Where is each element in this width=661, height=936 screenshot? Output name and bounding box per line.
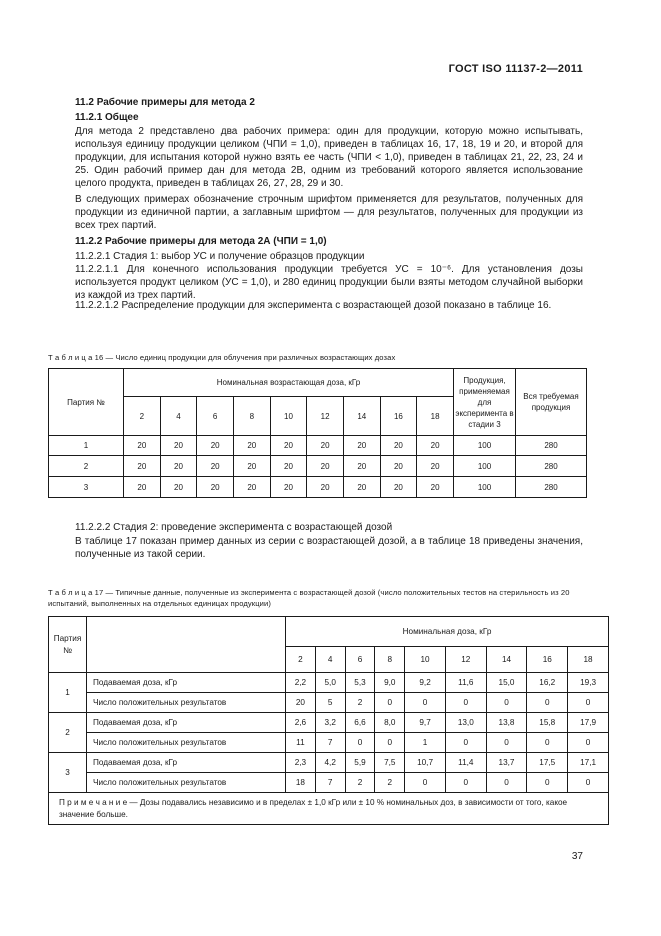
t16-cell: 20 — [270, 477, 307, 498]
t17-batch: 1 — [49, 673, 87, 713]
t16-stage3: 100 — [454, 436, 516, 456]
t17-dose: 4 — [315, 647, 345, 673]
t16-header-total: Вся требуемая продукция — [516, 369, 587, 436]
t17-cell: 0 — [445, 693, 486, 713]
t17-header-batch: Партия № — [49, 617, 87, 673]
t17-cell: 5,9 — [345, 753, 375, 773]
table-row — [49, 477, 587, 498]
t17-cell: 1 — [405, 733, 446, 753]
t16-header-stage3: Продукция, применяемая для эксперимента в стадии 3 — [454, 369, 516, 436]
t17-cell: 0 — [405, 773, 446, 793]
paragraph-table17-intro: В таблице 17 показан пример данных из серии с возрастающей дозой, а в таблице 18 приведены значения, полученные из такой серии. — [75, 536, 583, 560]
t17-cell: 11,6 — [445, 673, 486, 693]
page-number: 37 — [571, 851, 583, 862]
table-row — [49, 773, 609, 793]
t16-dose: 14 — [343, 397, 380, 436]
paragraph-font-convention: В следующих примерах обозначение строчным шрифтом применяется для результатов, полученных для продукции из единичной партии, а заглавным шрифтом — для результатов, полученных для продукции из всех трех партий. — [75, 194, 583, 231]
t17-cell: 2,6 — [286, 713, 316, 733]
t16-cell: 20 — [197, 477, 234, 498]
t17-cell: 10,7 — [405, 753, 446, 773]
table-row — [49, 733, 609, 753]
t17-cell: 11 — [286, 733, 316, 753]
table-row — [49, 436, 587, 456]
t17-label-pos: Число положительных результатов — [87, 693, 286, 713]
t17-dose: 12 — [445, 647, 486, 673]
t16-cell: 20 — [380, 477, 417, 498]
t16-cell: 20 — [417, 477, 454, 498]
t17-cell: 0 — [568, 773, 609, 793]
t16-cell: 20 — [124, 436, 161, 456]
t17-cell: 9,7 — [405, 713, 446, 733]
t17-cell: 13,7 — [486, 753, 527, 773]
table-row — [49, 673, 609, 693]
table17-caption: Т а б л и ц а 17 — Типичные данные, полученные из эксперимента с возрастающей дозой (число положительных тестов на стерильность из 20 испытаний, выполненных на отдельных единицах продукции) — [48, 588, 570, 608]
t16-cell: 20 — [197, 456, 234, 477]
paragraph-11-2-2-2: 11.2.2.2 Стадия 2: проведение эксперимента с возрастающей дозой — [75, 522, 393, 533]
t17-cell: 17,5 — [527, 753, 568, 773]
t17-cell: 0 — [527, 693, 568, 713]
t16-cell: 20 — [380, 436, 417, 456]
t16-cell: 20 — [343, 477, 380, 498]
t17-label-dose: Подаваемая доза, кГр — [87, 753, 286, 773]
t17-dose: 16 — [527, 647, 568, 673]
t16-cell: 20 — [233, 456, 270, 477]
t17-cell: 20 — [286, 693, 316, 713]
t16-total: 280 — [516, 436, 587, 456]
t16-header-batch: Партия № — [49, 369, 124, 436]
t16-cell: 20 — [233, 477, 270, 498]
t17-cell: 0 — [445, 733, 486, 753]
t16-cell: 20 — [233, 436, 270, 456]
table16-caption: Т а б л и ц а 16 — Число единиц продукции для облучения при различных возрастающих дозах — [48, 353, 396, 362]
t17-cell: 2 — [345, 773, 375, 793]
t17-cell: 5,0 — [315, 673, 345, 693]
t16-dose: 16 — [380, 397, 417, 436]
t17-dose: 8 — [375, 647, 405, 673]
table-row — [49, 713, 609, 733]
t16-cell: 20 — [197, 436, 234, 456]
t16-dose: 4 — [160, 397, 197, 436]
t16-dose: 6 — [197, 397, 234, 436]
heading-11-2-2: 11.2.2 Рабочие примеры для метода 2А (ЧПИ = 1,0) — [75, 236, 327, 247]
t17-dose: 18 — [568, 647, 609, 673]
t17-cell: 7 — [315, 773, 345, 793]
t16-batch: 1 — [49, 436, 124, 456]
t17-header-blank — [87, 617, 286, 673]
t17-label-pos: Число положительных результатов — [87, 773, 286, 793]
t17-cell: 7 — [315, 733, 345, 753]
t17-cell: 0 — [405, 693, 446, 713]
t17-cell: 9,0 — [375, 673, 405, 693]
t17-dose: 10 — [405, 647, 446, 673]
t16-dose: 18 — [417, 397, 454, 436]
t16-cell: 20 — [343, 436, 380, 456]
t17-cell: 15,0 — [486, 673, 527, 693]
paragraph-11-2-2-1-2: 11.2.2.1.2 Распределение продукции для эксперимента с возрастающей дозой показано в таблице 16. — [75, 300, 552, 311]
t17-cell: 18 — [286, 773, 316, 793]
t17-cell: 0 — [345, 733, 375, 753]
t16-cell: 20 — [417, 456, 454, 477]
t16-stage3: 100 — [454, 456, 516, 477]
t16-cell: 20 — [270, 456, 307, 477]
t16-cell: 20 — [124, 456, 161, 477]
paragraph-11-2-2-1-1: 11.2.2.1.1 Для конечного использования продукции требуется УС = 10⁻⁶. Для установления дозы используется продукт целиком (УС = 1,0), и 280 единиц продукции были взяты методом случайной выборки из каждой из трех партий. — [75, 264, 583, 301]
t17-cell: 16,2 — [527, 673, 568, 693]
t17-cell: 11,4 — [445, 753, 486, 773]
t16-total: 280 — [516, 456, 587, 477]
t17-batch: 3 — [49, 753, 87, 793]
t17-cell: 3,2 — [315, 713, 345, 733]
t16-stage3: 100 — [454, 477, 516, 498]
t17-cell: 0 — [375, 693, 405, 713]
t17-cell: 19,3 — [568, 673, 609, 693]
t16-batch: 2 — [49, 456, 124, 477]
table-row — [49, 753, 609, 773]
paragraph-methods-overview: Для метода 2 представлено два рабочих примера: один для продукции, которую можно испытывать, используя единицу продукции целиком (ЧПИ = 1,0), приведен в таблицах 16, 17, 18, 19 и 20, и второй для продукции, для испытания которой нужно взять ее часть (ЧПИ < 1,0), приведен в таблицах 21, 22, 23, 24 и 25. Один рабочий пример дан для метода 2В, одним из требований которого является использование целого продукта, приведен в таблицах 26, 27, 28, 29 и 30. — [75, 126, 583, 189]
t16-cell: 20 — [160, 477, 197, 498]
t17-cell: 9,2 — [405, 673, 446, 693]
t16-dose: 10 — [270, 397, 307, 436]
t16-cell: 20 — [417, 436, 454, 456]
t16-dose: 12 — [307, 397, 344, 436]
t17-dose: 2 — [286, 647, 316, 673]
t17-label-dose: Подаваемая доза, кГр — [87, 673, 286, 693]
table-17 — [48, 616, 609, 825]
t17-cell: 0 — [527, 773, 568, 793]
t17-cell: 13,8 — [486, 713, 527, 733]
t17-note: П р и м е ч а н и е — Дозы подавались независимо и в пределах ± 1,0 кГр или ± 10 % номинальных доз, в зависимости от того, какое значение больше. — [49, 793, 609, 825]
t17-cell: 17,9 — [568, 713, 609, 733]
t17-cell: 0 — [486, 773, 527, 793]
t17-cell: 6,6 — [345, 713, 375, 733]
t16-batch: 3 — [49, 477, 124, 498]
t17-cell: 5 — [315, 693, 345, 713]
t17-dose: 14 — [486, 647, 527, 673]
paragraph-11-2-2-1: 11.2.2.1 Стадия 1: выбор УС и получение образцов продукции — [75, 251, 365, 262]
t17-batch: 2 — [49, 713, 87, 753]
t17-cell: 0 — [486, 733, 527, 753]
t17-label-pos: Число положительных результатов — [87, 733, 286, 753]
t16-cell: 20 — [307, 436, 344, 456]
standard-header: ГОСТ ISO 11137-2—2011 — [448, 63, 583, 75]
t17-cell: 0 — [375, 733, 405, 753]
t16-cell: 20 — [380, 456, 417, 477]
t17-cell: 0 — [527, 733, 568, 753]
t17-cell: 17,1 — [568, 753, 609, 773]
t17-header-dose-group: Номинальная доза, кГр — [286, 617, 609, 647]
t17-cell: 7,5 — [375, 753, 405, 773]
t17-cell: 0 — [568, 733, 609, 753]
t17-cell: 8,0 — [375, 713, 405, 733]
table-16 — [48, 368, 587, 498]
table-row — [49, 456, 587, 477]
t17-cell: 0 — [445, 773, 486, 793]
t16-total: 280 — [516, 477, 587, 498]
heading-11-2-1: 11.2.1 Общее — [75, 112, 139, 123]
t16-cell: 20 — [160, 436, 197, 456]
table-row — [49, 693, 609, 713]
t16-cell: 20 — [270, 436, 307, 456]
t16-cell: 20 — [307, 456, 344, 477]
heading-11-2: 11.2 Рабочие примеры для метода 2 — [75, 97, 255, 108]
t17-cell: 0 — [486, 693, 527, 713]
t16-cell: 20 — [160, 456, 197, 477]
t17-label-dose: Подаваемая доза, кГр — [87, 713, 286, 733]
t17-cell: 5,3 — [345, 673, 375, 693]
t17-cell: 2,2 — [286, 673, 316, 693]
t17-cell: 2 — [345, 693, 375, 713]
t17-cell: 2,3 — [286, 753, 316, 773]
t16-cell: 20 — [343, 456, 380, 477]
t17-cell: 4,2 — [315, 753, 345, 773]
t17-dose: 6 — [345, 647, 375, 673]
t17-cell: 0 — [568, 693, 609, 713]
t17-cell: 15,8 — [527, 713, 568, 733]
t16-header-dose-group: Номинальная возрастающая доза, кГр — [124, 369, 454, 397]
t16-cell: 20 — [307, 477, 344, 498]
t17-cell: 13,0 — [445, 713, 486, 733]
t16-cell: 20 — [124, 477, 161, 498]
t16-dose: 2 — [124, 397, 161, 436]
t17-cell: 2 — [375, 773, 405, 793]
t16-dose: 8 — [233, 397, 270, 436]
